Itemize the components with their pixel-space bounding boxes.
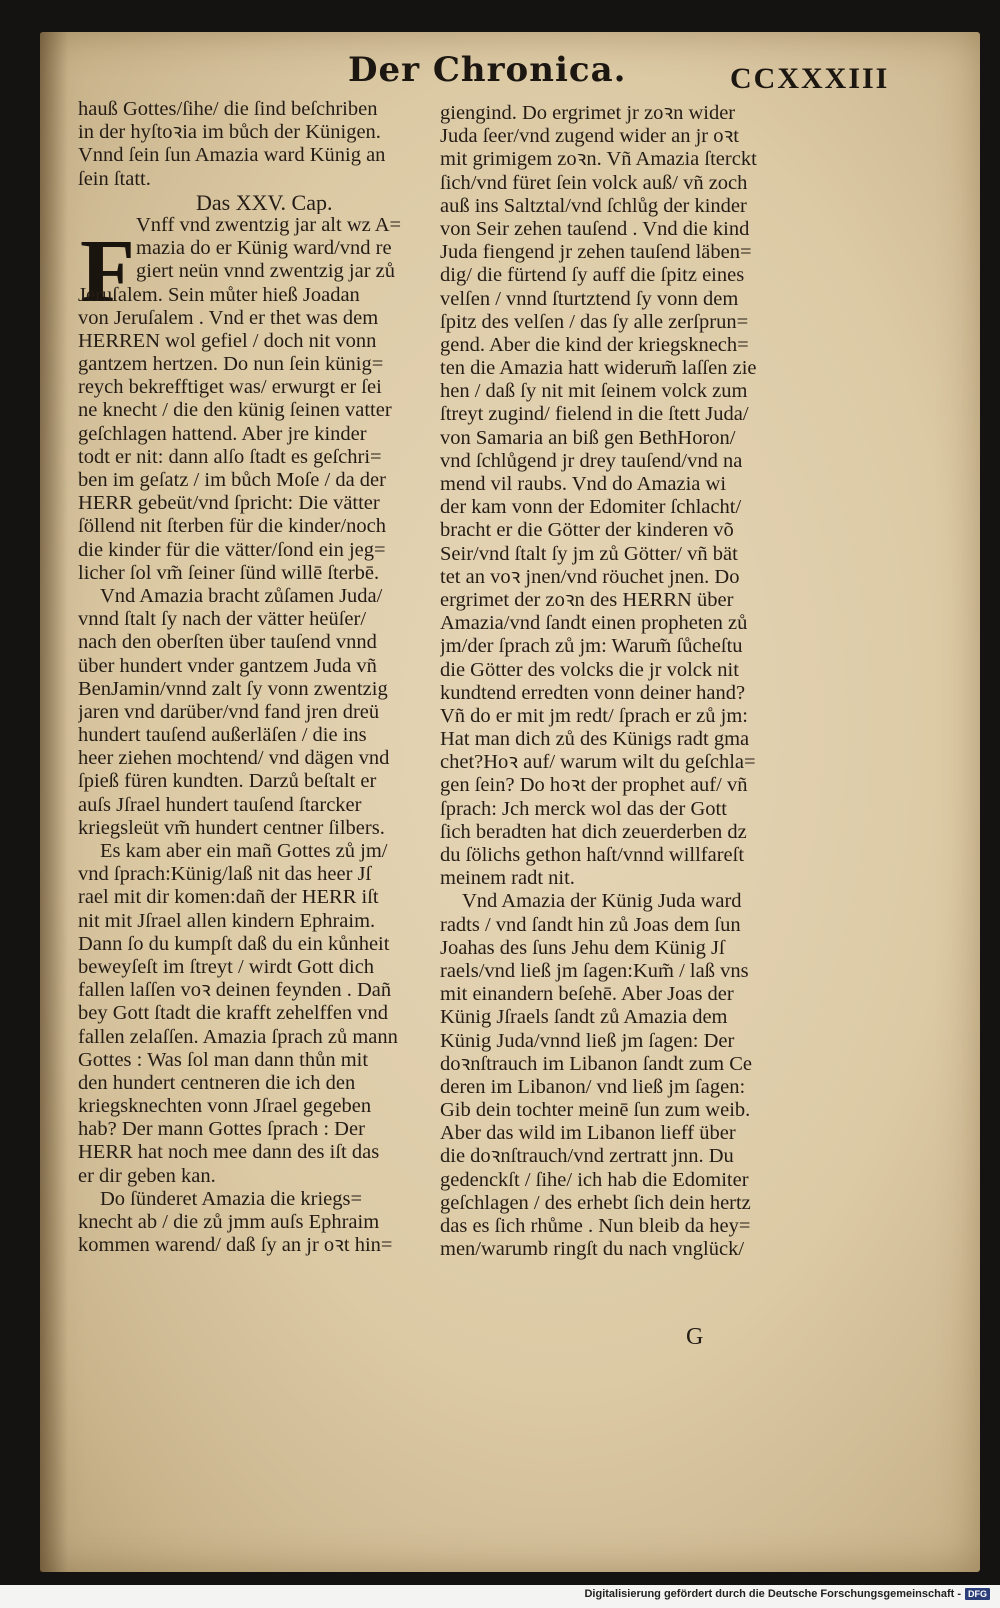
digitization-footer	[584, 1588, 990, 1600]
running-title: Der Chronica.	[348, 50, 627, 90]
text-line: vnd ſchlůgend jr drey tauſend/vnd na	[440, 449, 743, 472]
text-line: kundtend erredten vonn deiner hand?	[440, 681, 746, 704]
text-line: reych bekrefftiget was/ erwurgt er ſei	[78, 376, 382, 399]
text-line: Es kam aber ein mañ Gottes zů jm/	[100, 840, 388, 862]
text-line: HERR gebeüt/vnd ſpricht: Die vätter	[78, 492, 380, 515]
text-line: Dann ſo du kumpſt daß du ein kůnheit	[78, 932, 390, 955]
text-line: radts / vnd ſandt hin zů Joas dem ſun	[440, 913, 741, 936]
dfg-logo: DFG	[965, 1588, 990, 1600]
text-line: mazia do er Künig ward/vnd re	[136, 237, 392, 260]
text-line: Gottes : Was ſol man dann thůn mit	[78, 1048, 369, 1071]
text-line: Jeruſalem. Sein můter hieß Joadan	[78, 283, 360, 306]
text-line: nach den oberſten über tauſend vnnd	[78, 631, 377, 654]
text-line: auß ins Saltztal/vnd ſchlůg der kinder	[440, 194, 747, 217]
left-text-column	[78, 98, 483, 1257]
text-line: vnnd ſtalt ſy nach der vätter heüſer/	[78, 608, 367, 631]
text-line: den hundert centneren die ich den	[78, 1071, 356, 1094]
text-line: giengind. Do ergrimet jr zoꝛn wider	[440, 102, 736, 124]
text-line: men/warumb ringſt du nach vnglück/	[440, 1238, 745, 1261]
text-line: fallen laſſen voꝛ deinen feynden . Dañ	[78, 979, 392, 1002]
text-line: licher ſol vm̃ ſeiner ſünd willē ſterbē.	[78, 561, 380, 584]
text-line: Seir/vnd ſtalt ſy jm zů Götter/ vñ bät	[440, 542, 738, 565]
text-line: Vnnd ſein ſun Amazia ward Künig an	[78, 144, 386, 167]
text-line: von Jeruſalem . Vnd er thet was dem	[78, 306, 379, 329]
text-line: geſchlagen hattend. Aber jre kinder	[78, 422, 367, 445]
text-line: jm/der ſprach zů jm: Warum̃ ſůcheſtu	[440, 635, 743, 658]
text-line: HERREN wol gefiel / doch nit vonn	[78, 329, 377, 352]
text-line: kriegsknechten vonn Jſrael gegeben	[78, 1095, 372, 1118]
text-line: vnd ſprach:Künig/laß nit das heer Jſ	[78, 863, 372, 886]
text-line: rael mit dir komen:dañ der HERR iſt	[78, 886, 379, 909]
right-text-column	[440, 102, 888, 1261]
text-line: geſchlagen / des erhebt ſich dein hertz	[440, 1191, 751, 1214]
text-line: mit einandern beſehē. Aber Joas der	[440, 983, 734, 1006]
text-line: auſs Jſrael hundert tauſend ſtarcker	[78, 793, 362, 816]
text-line: mend vil raubs. Vnd do Amazia wi	[440, 473, 727, 495]
text-line: doꝛnſtrauch im Libanon ſandt zum Ce	[440, 1052, 753, 1075]
text-line: Vnd Amazia der Künig Juda ward	[462, 890, 742, 913]
text-line: ſpieß füren kundten. Darzů beſtalt er	[78, 770, 377, 793]
text-line: kriegsleüt vm̃ hundert centner ſilbers.	[78, 816, 385, 839]
text-line: hab? Der mann Gottes ſprach : Der	[78, 1118, 365, 1141]
text-line: hen / daß ſy nit mit ſeinem volck zum	[440, 380, 748, 403]
signature-mark: G	[686, 1324, 704, 1350]
text-line: von Seir zehen tauſend . Vnd die kind	[440, 217, 750, 240]
text-line: Das XXV. Cap.	[196, 190, 333, 214]
text-line: raels/vnd ließ jm ſagen:Kum̃ / laß vns	[440, 959, 749, 982]
text-line: Juda fiengend jr zehen tauſend läben=	[440, 241, 752, 264]
text-line: ten die Amazia hatt widerum̃ laſſen zie	[440, 357, 757, 380]
text-line: von Samaria an biß gen BethHoron/	[440, 426, 736, 449]
text-line: gend. Aber die kind der kriegsknech=	[440, 333, 749, 356]
text-line: der kam vonn der Edomiter ſchlacht/	[440, 496, 742, 519]
text-line: deren im Libanon/ vnd ließ jm ſagen:	[440, 1075, 746, 1098]
text-line: das es ſich rhůme . Nun bleib da hey=	[440, 1215, 751, 1237]
book-page	[40, 32, 980, 1572]
text-line: chet?Hoꝛ auf/ warum wilt du geſchla=	[440, 751, 756, 774]
text-line: über hundert vnder gantzem Juda vñ	[78, 654, 377, 677]
text-line: ſprach: Jch merck wol das der Gott	[440, 797, 727, 820]
text-line: gedenckſt / ſihe/ ich hab die Edomiter	[440, 1168, 749, 1191]
text-line: ſtreyt zugind/ fielend in die ſtett Juda/	[440, 403, 749, 426]
text-line: ſpitz des velſen / das ſy alle zerſprun=	[440, 310, 749, 333]
folio-number: CCXXXIII	[730, 62, 890, 95]
text-line: ſich/vnd füret ſein volck auß/ vñ zoch	[440, 171, 748, 194]
text-line: ergrimet der zoꝛn des HERRN über	[440, 588, 734, 611]
text-line: er dir geben kan.	[78, 1164, 216, 1187]
text-line: Künig Jſraels ſandt zů Amazia dem	[440, 1006, 728, 1029]
text-line: jaren vnd darüber/vnd fand jren dreü	[78, 700, 380, 723]
text-line: du ſölichs gethon haſt/vnnd willfareſt	[440, 844, 745, 866]
text-line: meinem radt nit.	[440, 867, 575, 890]
text-line: Aber das wild im Libanon lieff über	[440, 1122, 736, 1145]
text-line: Joahas des ſuns Jehu dem Künig Jſ	[440, 936, 725, 959]
text-line: bey Gott ſtadt die krafft zehelffen vnd	[78, 1002, 389, 1025]
text-line: tet an voꝛ jnen/vnd röuchet jnen. Do	[440, 565, 740, 588]
footer-text: Digitalisierung gefördert durch die Deutsche Forschungsgemeinschaft -	[584, 1588, 961, 1600]
text-line: bracht er die Götter der kinderen võ	[440, 519, 734, 542]
text-line: Künig Juda/vnnd ließ jm ſagen: Der	[440, 1029, 735, 1052]
text-line: Amazia/vnd ſandt einen propheten zů	[440, 612, 748, 635]
text-line: velſen / vnnd ſturtztend ſy vonn dem	[440, 287, 739, 310]
drop-initial: F	[80, 222, 135, 321]
text-line: hundert tauſend außerläſen / die ins	[78, 724, 367, 747]
text-line: Juda ſeer/vnd zugend wider an jr oꝛt	[440, 125, 739, 148]
text-line: ſöllend nit ſterben für die kinder/noch	[78, 515, 386, 538]
text-line: fallen zelaſſen. Amazia ſprach zů mann	[78, 1025, 398, 1048]
text-line: knecht ab / die zů jmm auſs Ephraim	[78, 1211, 380, 1233]
text-line: ſein ſtatt.	[78, 167, 151, 190]
text-line: ne knecht / die den künig ſeinen vatter	[78, 399, 392, 422]
text-line: kommen warend/ daß ſy an jr oꝛt hin=	[78, 1234, 393, 1257]
text-line: todt er nit: dann alſo ſtadt es geſchri=	[78, 445, 382, 468]
text-line: die kinder für die vätter/ſond ein jeg=	[78, 538, 386, 561]
text-line: in der hyſtoꝛia im bůch der Künigen.	[78, 121, 381, 144]
text-line: hauß Gottes/ſihe/ die ſind beſchriben	[78, 98, 378, 120]
text-line: ſich beradten hat dich zeuerderben dz	[440, 820, 747, 843]
text-line: Vnff vnd zwentzig jar alt wz A=	[136, 213, 402, 236]
text-line: heer ziehen mochtend/ vnd dägen vnd	[78, 747, 390, 770]
page-gutter	[40, 32, 68, 1572]
text-line: BenJamin/vnnd zalt ſy vonn zwentzig	[78, 677, 388, 700]
text-line: gantzem hertzen. Do nun ſein künig=	[78, 353, 384, 376]
text-line: dig/ die fürtend ſy auff die ſpitz eines	[440, 264, 745, 287]
text-line: die doꝛnſtrauch/vnd zertratt jnn. Du	[440, 1145, 734, 1168]
text-line: Hat man dich zů des Künigs radt gma	[440, 728, 750, 751]
text-line: mit grimigem zoꝛn. Vñ Amazia ſterckt	[440, 148, 757, 171]
text-line: Gib dein tochter meinē ſun zum weib.	[440, 1099, 751, 1122]
text-line: Vñ do er mit jm redt/ ſprach er zů jm:	[440, 704, 748, 727]
text-line: HERR hat noch mee dann des iſt das	[78, 1141, 380, 1164]
text-line: die Götter des volcks die jr volck nit	[440, 658, 739, 681]
text-line: Vnd Amazia bracht zůſamen Juda/	[100, 584, 383, 607]
text-line: Do ſünderet Amazia die kriegs=	[100, 1187, 363, 1210]
text-line: beweyſeſt im ſtreyt / wirdt Gott dich	[78, 955, 375, 978]
text-line: nit mit Jſrael allen kindern Ephraim.	[78, 909, 376, 932]
text-line: gen ſein? Do hoꝛt der prophet auf/ vñ	[440, 774, 748, 797]
text-line: giert neün vnnd zwentzig jar zů	[136, 260, 396, 283]
text-line: ben im geſatz / im bůch Moſe / da der	[78, 469, 386, 491]
